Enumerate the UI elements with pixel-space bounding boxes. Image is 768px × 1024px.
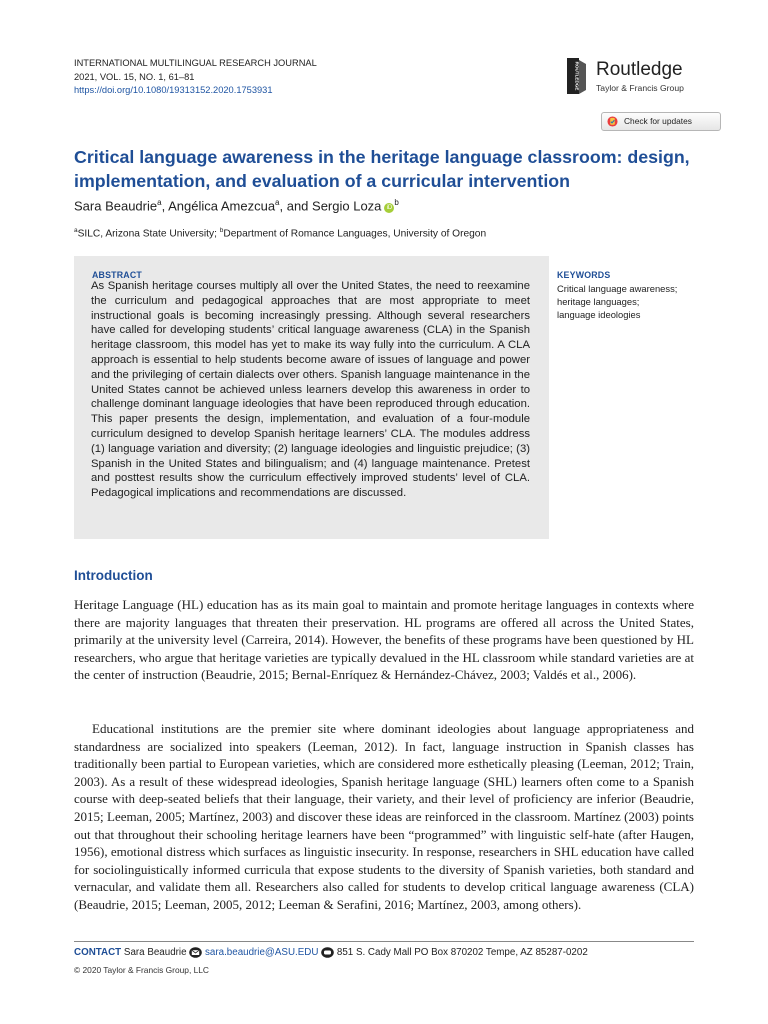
check-for-updates-button[interactable] xyxy=(601,112,721,131)
keyword-item: heritage languages; xyxy=(557,296,640,307)
affiliation-text: Department of Romance Languages, University of Oregon xyxy=(223,228,487,240)
journal-volume: 2021, VOL. 15, NO. 1, 61–81 xyxy=(74,71,195,82)
keywords-heading: KEYWORDS xyxy=(557,270,611,280)
author-name: Sara Beaudrie xyxy=(74,198,158,214)
copyright-notice: © 2020 Taylor & Francis Group, LLC xyxy=(74,965,209,975)
contact-address: 851 S. Cady Mall PO Box 870202 Tempe, AZ 85287-0202 xyxy=(336,947,588,958)
author-name: Angélica Amezcua xyxy=(168,198,276,214)
contact-line xyxy=(74,947,588,958)
author-affiliation-mark: b xyxy=(394,198,399,207)
publisher-group: Taylor & Francis Group xyxy=(596,83,684,93)
journal-header xyxy=(74,57,317,98)
routledge-logo-icon xyxy=(562,58,588,96)
body-paragraph: Educational institutions are the premier site where dominant ideologies about language appropriateness and standardness are socialized into speakers (Leeman, 2012). In fact, language instruction in Spanish classes has traditionally been partial to European varieties, which are considered more esthetically pleasing (Leeman, 2012; Train, 2003). As a result of these widespread ideologies, Spanish heritage language (SHL) learners often come to a Spanish course with deep-seated beliefs that their language, their variety, and their level of proficiency are inferior (Beaudrie, 2015; Leeman, 2005; Martínez, 2003) and discover these ideas are reinforced in the classroom. Martínez (2003) points out that throughout their schooling heritage learners have been “programmed” with linguistic self-hate (after Haugen, 1956), emotional distress which surfaces as linguistic insecurity. In response, researchers in SHL education have called for sociolinguistically informed curricula that expose students to the diversity of Spanish varieties, both standard and vernacular, and validate them all. Researchers also called for students to develop critical language awareness (CLA) (Beaudrie, 2015; Leeman, 2005, 2012; Leeman & Serafini, 2016; Martínez, 2003, among others). xyxy=(74,721,694,912)
author-affiliation-mark: a xyxy=(157,198,162,207)
keyword-item: Critical language awareness; xyxy=(557,283,678,294)
author-affiliation-mark: a xyxy=(275,198,280,207)
mailbox-icon xyxy=(321,947,334,958)
journal-name: INTERNATIONAL MULTILINGUAL RESEARCH JOURNAL xyxy=(74,58,317,68)
doi-link[interactable]: https://doi.org/10.1080/19313152.2020.1753931 xyxy=(74,85,273,95)
section-heading-introduction: Introduction xyxy=(74,568,153,583)
footer-divider xyxy=(74,941,694,942)
contact-email-link[interactable]: sara.beaudrie@ASU.EDU xyxy=(205,947,319,958)
author-list xyxy=(74,198,399,213)
body-paragraph: Heritage Language (HL) education has as its main goal to maintain and promote heritage languages in contexts where there are majority languages that threaten their preservation. HL programs are offered all across the United States, primarily at the university level (Carreira, 2014). However, the benefits of these programs have been questioned by HL researchers, who argue that heritage varieties are typically devalued in the HL classroom while standard varieties are at the center of instruction (Beaudrie, 2015; Bernal-Enríquez & Hernández-Chávez, 2003; Valdés et al., 2006). xyxy=(74,597,694,683)
affiliation-mark: a xyxy=(74,227,78,234)
affiliations xyxy=(74,227,486,239)
contact-label: CONTACT xyxy=(74,947,122,958)
author-name: Sergio Loza xyxy=(312,198,382,214)
publisher-logo xyxy=(562,58,712,96)
crossmark-icon xyxy=(607,116,618,127)
affiliation-text: SILC, Arizona State University; xyxy=(77,228,220,240)
orcid-icon[interactable]: iD xyxy=(384,203,394,213)
article-title: Critical language awareness in the heritage language classroom: design, implementation, and evaluation of a curricular intervention xyxy=(74,147,690,191)
envelope-icon xyxy=(189,947,202,958)
keywords-list xyxy=(557,282,707,321)
publisher-name: Routledge xyxy=(596,59,683,80)
affiliation-mark: b xyxy=(219,227,224,234)
abstract-heading: ABSTRACT xyxy=(92,270,142,280)
routledge-mark-text: ROUTLEDGE xyxy=(574,61,580,91)
contact-name: Sara Beaudrie xyxy=(123,947,187,958)
author-separator: , xyxy=(161,198,169,214)
author-separator: , and xyxy=(279,198,313,214)
keyword-item: language ideologies xyxy=(557,309,641,320)
abstract-box xyxy=(74,256,549,539)
check-for-updates-label: Check for updates xyxy=(624,116,692,126)
abstract-text: As Spanish heritage courses multiply all over the United States, the need to reexamine the curriculum and pedagogical approaches that are most appropriate to meet instructional goals is becoming increasingly pressing. Although several researchers have called for developing students’ critical language awareness (CLA) in the Spanish heritage classroom, this model has yet to make its way fully into the curriculum. A CLA approach is essential to help students become aware of issues of language and power and the privileging of certain dialects over others. Spanish language maintenance in the United States cannot be achieved unless learners develop this awareness in order to challenge dominant language ideologies that have been reproduced through education. This paper presents the design, implementation, and evaluation of a four-module curriculum designed to develop Spanish heritage learners’ CLA. The modules address (1) language variation and diversity; (2) language ideologies and linguistic prejudice; (3) Spanish in the United States and bilingualism; and (4) language maintenance. Pretest and posttest results show the curriculum effectively improved students’ level of CLA. Pedagogical implications and recommendations are discussed. xyxy=(91,280,530,500)
